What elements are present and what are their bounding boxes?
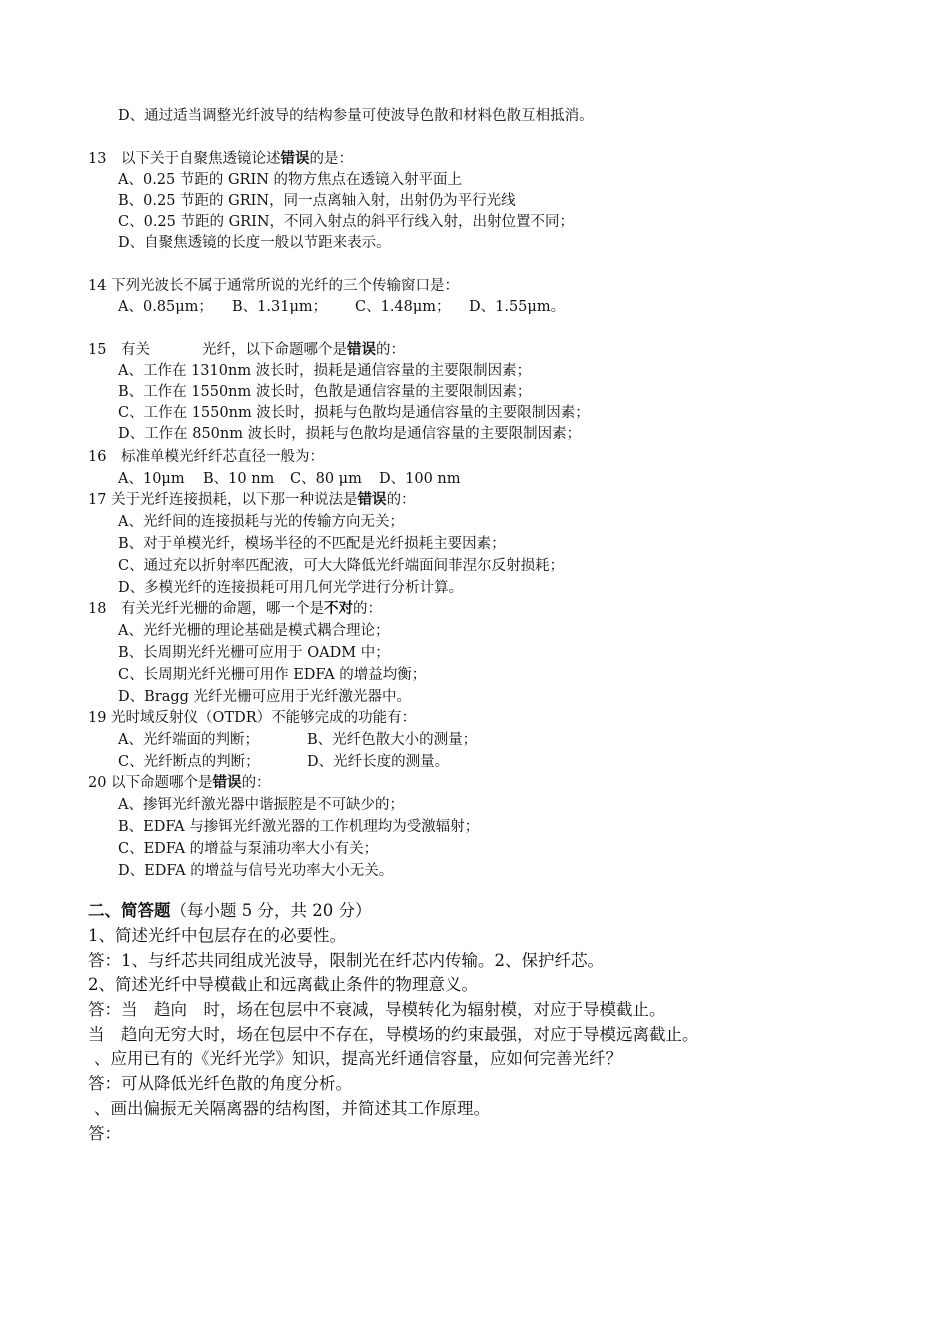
q15-option-d: D、工作在 850nm 波长时，损耗与色散均是通信容量的主要限制因素； — [118, 426, 582, 442]
section2-line: 答： — [88, 1124, 121, 1143]
q19-stem: 19 光时域反射仪（OTDR）不能够完成的功能有： — [88, 710, 417, 726]
q19-option-d: D、光纤长度的测量。 — [307, 754, 450, 770]
q20-option-a: A、掺铒光纤激光器中谐振腔是不可缺少的； — [118, 797, 404, 813]
q20-option-c: C、EDFA 的增益与泵浦功率大小有关； — [118, 841, 379, 857]
q17-option-d: D、多模光纤的连接损耗可用几何光学进行分析计算。 — [118, 580, 464, 596]
q17-option-b: B、对于单模光纤，模场半径的不匹配是光纤损耗主要因素； — [118, 536, 506, 552]
q15-option-c: C、工作在 1550nm 波长时，损耗与色散均是通信容量的主要限制因素； — [118, 405, 590, 421]
section2-line: 答：当 趋向 时，场在包层中不衰减，导模转化为辐射模，对应于导模截止。 — [88, 1000, 666, 1019]
q18-option-c: C、长周期光纤光栅可用作 EDFA 的增益均衡； — [118, 667, 427, 683]
section2-line: 当 趋向无穷大时，场在包层中不存在，导模场的约束最强，对应于导模远离截止。 — [88, 1025, 699, 1044]
q19-option-b: B、光纤色散大小的测量； — [307, 732, 478, 748]
q14-option-c: C、1.48μm； — [355, 299, 451, 315]
q13-option-a: A、0.25 节距的 GRIN 的物方焦点在透镜入射平面上 — [118, 172, 462, 188]
q17-option-c: C、通过充以折射率匹配液，可大大降低光纤端面间菲涅尔反射损耗； — [118, 558, 565, 574]
q14-option-d: D、1.55μm。 — [469, 299, 566, 315]
q13-option-b: B、0.25 节距的 GRIN，同一点离轴入射，出射仍为平行光线 — [118, 193, 516, 209]
q20-stem: 20 以下命题哪个是错误的： — [88, 774, 271, 791]
q13-option-c: C、0.25 节距的 GRIN，不同入射点的斜平行线入射，出射位置不同； — [118, 214, 575, 230]
q18-option-a: A、光纤光栅的理论基础是模式耦合理论； — [118, 623, 390, 639]
q14-option-b: B、1.31μm； — [232, 299, 328, 315]
section2-line: 1、简述光纤中包层存在的必要性。 — [88, 926, 346, 945]
q18-option-d: D、Bragg 光纤光栅可应用于光纤激光器中。 — [118, 689, 412, 705]
q19-option-c: C、光纤断点的判断； — [118, 754, 260, 770]
q14-option-a: A、0.85μm； — [118, 299, 213, 315]
section2-line: 、应用已有的《光纤光学》知识，提高光纤通信容量，应如何完善光纤？ — [94, 1049, 622, 1068]
q16-option-c: C、80 μm — [290, 471, 362, 487]
q20-option-d: D、EDFA 的增益与信号光功率大小无关。 — [118, 863, 394, 879]
q20-option-b: B、EDFA 与掺铒光纤激光器的工作机理均为受激辐射； — [118, 819, 480, 835]
q16-option-d: D、100 nm — [379, 471, 461, 487]
q13-option-d: D、自聚焦透镜的长度一般以节距来表示。 — [118, 235, 391, 251]
q15-option-b: B、工作在 1550nm 波长时，色散是通信容量的主要限制因素； — [118, 384, 532, 400]
q16-option-a: A、10μm — [118, 471, 185, 487]
q17-stem: 17 关于光纤连接损耗，以下那一种说法是错误的： — [88, 491, 416, 508]
q15-stem: 15 有关 光纤，以下命题哪个是错误的： — [88, 341, 405, 358]
section2-line: 2、简述光纤中导模截止和远离截止条件的物理意义。 — [88, 975, 478, 994]
q17-option-a: A、光纤间的连接损耗与光的传输方向无关； — [118, 514, 404, 530]
q14-stem: 14 下列光波长不属于通常所说的光纤的三个传输窗口是： — [88, 278, 460, 294]
q19-option-a: A、光纤端面的判断； — [118, 732, 259, 748]
section2-heading: 二、简答题（每小题 5 分，共 20 分） — [88, 901, 372, 920]
q13-stem: 13 以下关于自聚焦透镜论述错误的是： — [88, 150, 353, 167]
q18-option-b: B、长周期光纤光栅可应用于 OADM 中； — [118, 645, 390, 661]
q12-option-d: D、通过适当调整光纤波导的结构参量可使波导色散和材料色散互相抵消。 — [118, 108, 594, 124]
q15-option-a: A、工作在 1310nm 波长时，损耗是通信容量的主要限制因素； — [118, 363, 532, 379]
section2-line: 、画出偏振无关隔离器的结构图，并简述其工作原理。 — [94, 1099, 490, 1118]
section2-line: 答：可从降低光纤色散的角度分析。 — [88, 1074, 352, 1093]
q16-option-b: B、10 nm — [203, 471, 275, 487]
section2-line: 答：1、与纤芯共同组成光波导，限制光在纤芯内传输。2、保护纤芯。 — [88, 951, 604, 970]
q18-stem: 18 有关光纤光栅的命题，哪一个是不对的： — [88, 600, 382, 617]
q16-stem: 16 标准单模光纤纤芯直径一般为： — [88, 449, 324, 465]
